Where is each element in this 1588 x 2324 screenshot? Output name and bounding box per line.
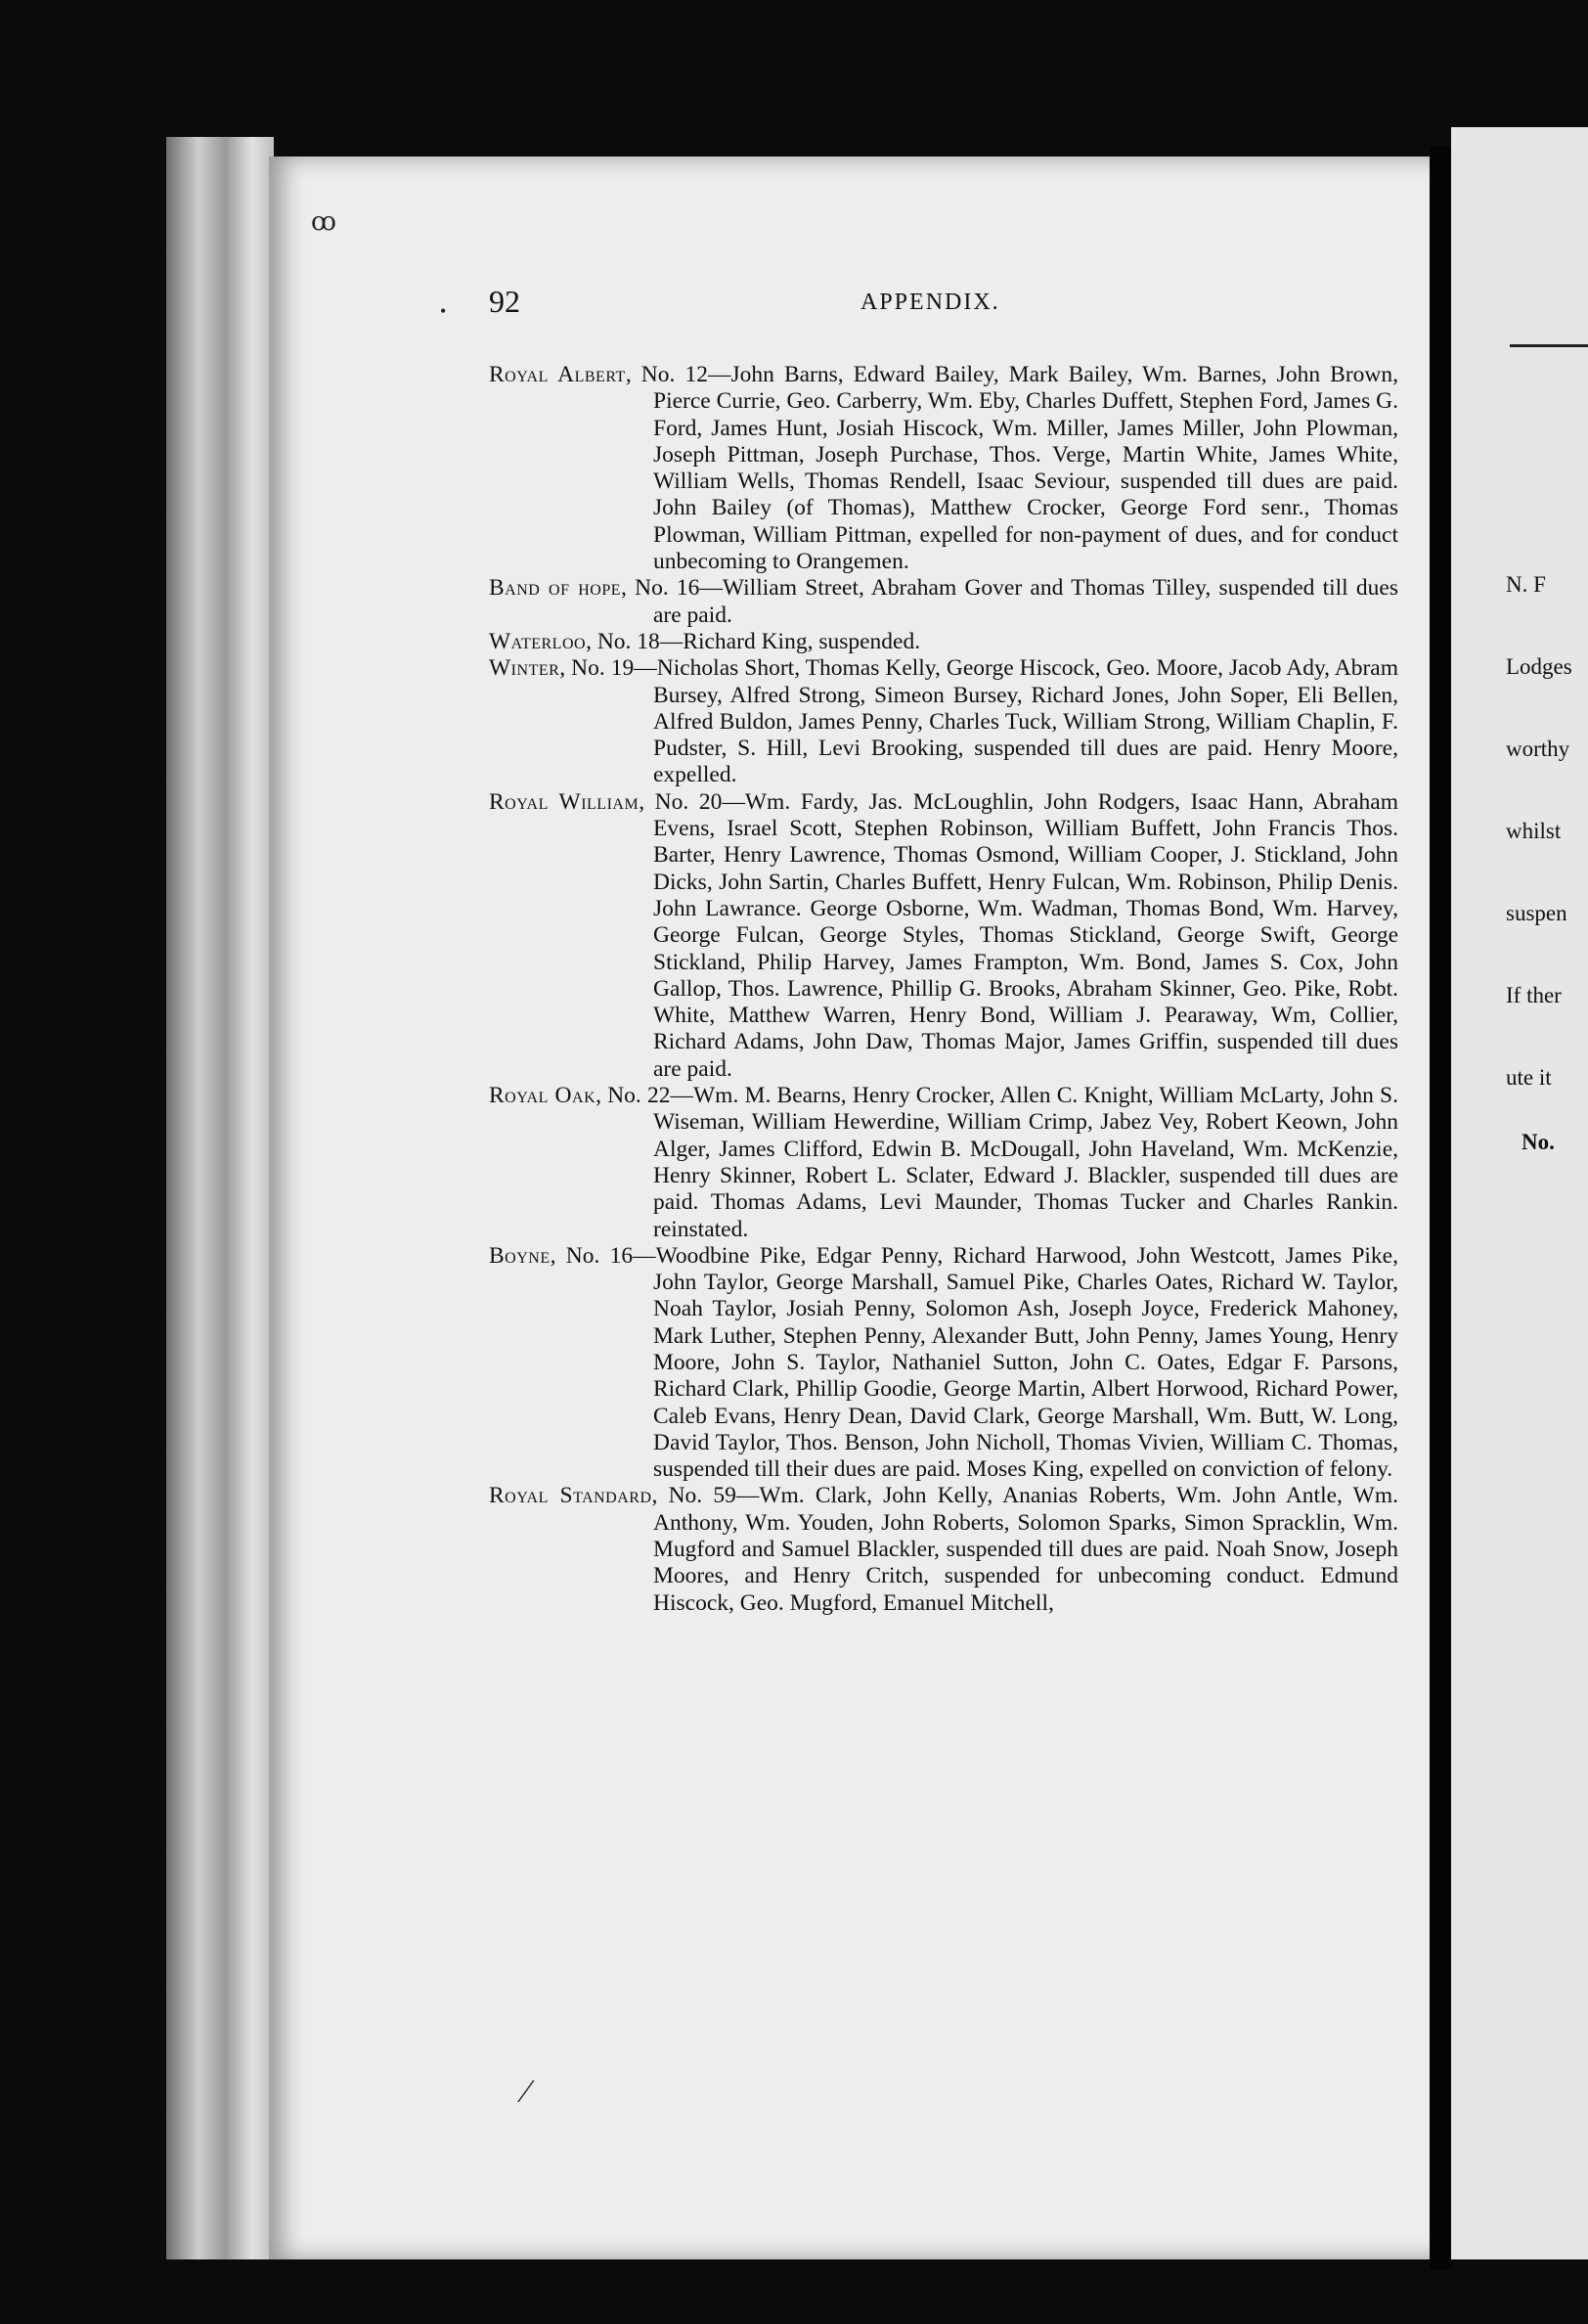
lodge-entry <box>489 362 1398 575</box>
facing-line: N. F <box>1506 572 1546 597</box>
lodge-members: , No. 18—Richard King, suspended. <box>586 628 921 654</box>
facing-line: worthy <box>1506 737 1570 761</box>
lodge-members: , No. 16—William Street, Abraham Gover and Thomas Tilley, suspended till dues are paid. <box>621 575 1399 628</box>
book-gutter <box>1430 147 1451 2269</box>
lodge-members: , No. 12—John Barns, Edward Bailey, Mark Bailey, Wm. Barnes, John Brown, Pierce Currie, Geo. Carberry, Wm. Eby, Charles Duffett, Stephen Ford, James G. Ford, James Hunt, Josiah Hiscock, Wm. Miller, James Miller, John Plowman, Joseph Pittman, Joseph Purchase, Thos. Verge, Martin White, James White, William Wells, Thomas Rendell, Isaac Seviour, suspended till dues are paid. John Bailey (of Thomas), Matthew Crocker, George Ford senr., Thomas Plowman, William Pittman, expelled for non-payment of dues, and for conduct unbecoming to Orangemen. <box>625 362 1399 575</box>
lodge-entry <box>489 789 1398 1083</box>
lodge-entry <box>489 1083 1398 1243</box>
lodge-members: , No. 59—Wm. Clark, John Kelly, Ananias Roberts, Wm. John Antle, Wm. Anthony, Wm. Youden, John Roberts, Solomon Sparks, Simon Spracklin, Wm. Mugford and Samuel Blackler, suspended till dues are paid. Noah Snow, Joseph Moores, and Henry Critch, suspended for unbecoming conduct. Edmund Hiscock, Geo. Mugford, Emanuel Mitchell, <box>651 1483 1398 1616</box>
lodge-list <box>489 362 1398 1617</box>
facing-line: whilst <box>1506 819 1562 843</box>
facing-line: If ther <box>1506 983 1562 1007</box>
book-page-edges <box>166 137 274 2259</box>
lodge-entry <box>489 1243 1398 1484</box>
margin-dot: • <box>440 301 447 321</box>
facing-line: Lodges <box>1506 654 1572 679</box>
facing-page <box>1451 127 1588 2259</box>
running-title: APPENDIX. <box>860 290 1000 315</box>
lodge-name: Royal Oak <box>489 1083 596 1109</box>
page-header <box>484 284 1398 333</box>
facing-line: ute it <box>1506 1065 1552 1090</box>
lodge-name: Band of hope <box>489 575 622 602</box>
lodge-name: Royal William <box>489 788 640 815</box>
page-number: 92 <box>489 284 520 319</box>
facing-line: suspen <box>1506 901 1567 925</box>
facing-page-text <box>1506 516 1588 1146</box>
facing-header-rule <box>1510 344 1588 347</box>
lodge-entry <box>489 575 1398 629</box>
lodge-members: , No. 22—Wm. M. Bearns, Henry Crocker, Allen C. Knight, William McLarty, John S. Wiseman, William Hewerdine, William Crimp, Jabez Vey, Robert Keown, John Alger, James Clifford, Edwin B. McDougall, John Haveland, Wm. McKenzie, Henry Skinner, Robert L. Sclater, Edward J. Blackler, suspended till dues are paid. Thomas Adams, Levi Maunder, Thomas Tucker and Charles Rankin. reinstated. <box>596 1083 1398 1242</box>
lodge-name: Winter <box>489 655 560 682</box>
margin-mark: ꝏ <box>311 207 336 236</box>
lodge-name: Boyne <box>489 1242 551 1269</box>
facing-no-label: No. <box>1522 1130 1555 1154</box>
lodge-entry <box>489 655 1398 788</box>
lodge-entry <box>489 629 1398 655</box>
lodge-name: Waterloo <box>489 628 587 654</box>
lodge-members: , No. 20—Wm. Fardy, Jas. McLoughlin, John Rodgers, Isaac Hann, Abraham Evens, Israel Scott, Stephen Robinson, William Buffett, John Francis Thos. Barter, Henry Lawrence, Thomas Osmond, William Cooper, J. Stickland, John Dicks, John Sartin, Charles Buffett, Henry Fulcan, Wm. Robinson, Philip Denis. John Lawrance. George Osborne, Wm. Wadman, Thomas Bond, Wm. Harvey, George Fulcan, George Styles, Thomas Stickland, George Swift, George Stickland, Philip Harvey, James Frampton, Wm. Bond, James S. Cox, John Gallop, Thos. Lawrence, Phillip G. Brooks, Abraham Skinner, Geo. Pike, Robt. White, Matthew Warren, Henry Bond, William J. Pearaway, Wm, Collier, Richard Adams, John Daw, Thomas Major, James Griffin, suspended till dues are paid. <box>639 788 1398 1082</box>
lodge-members: , No. 19—Nicholas Short, Thomas Kelly, George Hiscock, Geo. Moore, Jacob Ady, Abram Bursey, Alfred Strong, Simeon Bursey, Richard Jones, John Soper, Eli Bellen, Alfred Buldon, James Penny, Charles Tuck, William Strong, William Chaplin, F. Pudster, S. Hill, Levi Brooking, suspended till dues are paid. Henry Moore, expelled. <box>559 655 1398 788</box>
pencil-mark: ⁄ <box>523 2074 529 2110</box>
lodge-members: , No. 16—Woodbine Pike, Edgar Penny, Richard Harwood, John Westcott, James Pike, John Taylor, George Marshall, Samuel Pike, Charles Oates, Richard W. Taylor, Noah Taylor, Josiah Penny, Solomon Ash, Joseph Joyce, Frederick Mahoney, Mark Luther, Stephen Penny, Alexander Butt, John Penny, James Young, Henry Moore, John S. Taylor, Nathaniel Sutton, John C. Oates, Edgar F. Parsons, Richard Clark, Phillip Goodie, George Martin, Albert Horwood, Richard Power, Caleb Evans, Henry Dean, David Clark, George Marshall, Wm. Butt, W. Long, David Taylor, Thos. Benson, John Nicholl, Thomas Vivien, William C. Thomas, suspended till their dues are paid. Moses King, expelled on conviction of felony. <box>550 1242 1398 1483</box>
lodge-name: Royal Standard <box>489 1483 652 1509</box>
lodge-entry <box>489 1483 1398 1616</box>
lodge-name: Royal Albert <box>489 362 626 387</box>
